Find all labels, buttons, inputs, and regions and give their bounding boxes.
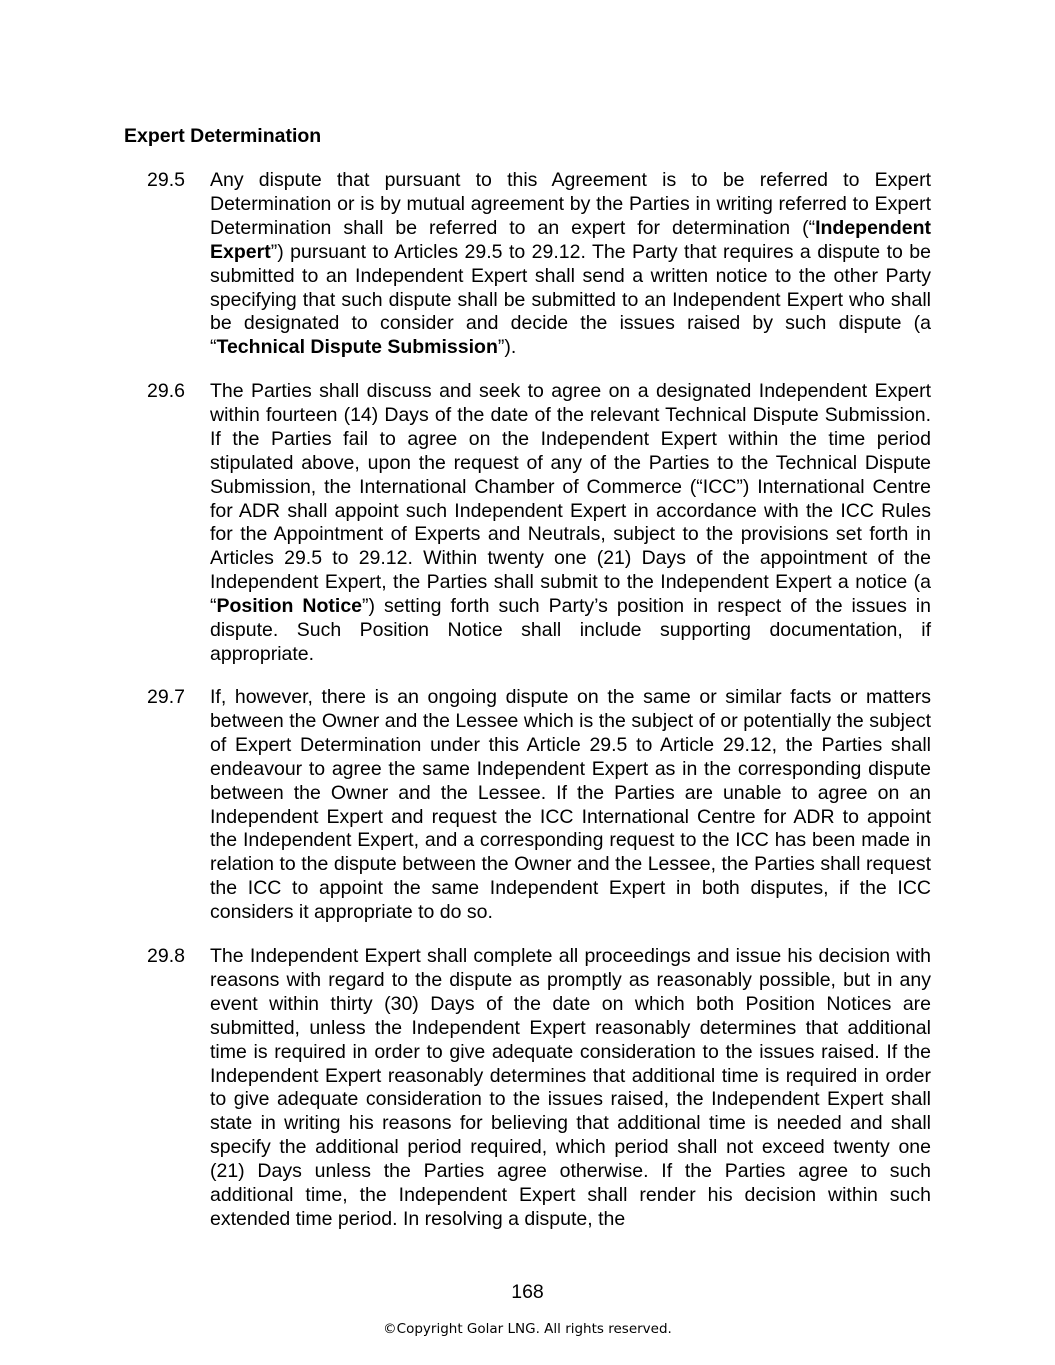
copyright-notice: ©Copyright Golar LNG. All rights reserved.: [383, 1321, 672, 1337]
clause-text: Any dispute that pursuant to this Agreement is to be referred to Expert Determination or is by mutual agreement by the Parties in writing referred to Expert Determination shall be referred to an expert for determination (“Independent Expert”) pursuant to Articles 29.5 to 29.12. The Party that requires a dispute to be submitted to an Independent Expert shall send a written notice to the other Party specifying that such dispute shall be submitted to an Independent Expert who shall be designated to consider and decide the issues raised by such dispute (a “Technical Dispute Submission”).: [210, 169, 931, 359]
defined-term-technical-dispute-submission: Technical Dispute Submission: [216, 336, 498, 359]
clause-text: The Independent Expert shall complete all proceedings and issue his decision with reasons with regard to the dispute as promptly as reasonably possible, but in any event within thirty (30) Days of the date on which both Position Notices are submitted, unless the Independent Expert reasonably determines that additional time is required in order to give adequate consideration to the issues raised. If the Independent Expert reasonably determines that additional time is required in order to give adequate consideration to the issues raised, the Independent Expert shall state in writing his reasons for believing that additional time is needed and shall specify the additional period required, which period shall not exceed twenty one (21) Days unless the Parties agree otherwise. If the Parties agree to such additional time, the Independent Expert shall render his decision within such extended time period. In resolving a dispute, the: [210, 945, 931, 1230]
defined-term-position-notice: Position Notice: [216, 595, 363, 618]
clause-number: 29.7: [147, 686, 185, 708]
clause-text: The Parties shall discuss and seek to agree on a designated Independent Expert within fourteen (14) Days of the date of the relevant Technical Dispute Submission. If the Parties fail to agree on the Independent Expert within the time period stipulated above, upon the request of any of the Parties to the Technical Dispute Submission, the International Chamber of Commerce (“ICC”) International Centre for ADR shall appoint such Independent Expert in accordance with the ICC Rules for the Appointment of Experts and Neutrals, subject to the provisions set forth in Articles 29.5 to 29.12. Within twenty one (21) Days of the appointment of the Independent Expert, the Parties shall submit to the Independent Expert a notice (a “Position Notice”) setting forth such Party’s position in respect of the issues in dispute. Such Position Notice shall include supporting documentation, if appropriate.: [210, 380, 931, 665]
defined-term-independent-expert: Independent Expert: [210, 216, 931, 263]
clause-number: 29.5: [147, 169, 185, 191]
section-heading: Expert Determination: [124, 125, 322, 147]
clause-text: If, however, there is an ongoing dispute on the same or similar facts or matters between the Owner and the Lessee which is the subject of or potentially the subject of Expert Determination under this Article 29.5 to Article 29.12, the Parties shall endeavour to agree the same Independent Expert as in the corresponding dispute between the Owner and the Lessee. If the Parties are unable to agree on an Independent Expert and request the ICC International Centre for ADR to appoint the Independent Expert, and a corresponding request to the ICC has been made in relation to the dispute between the Owner and the Lessee, the Parties shall request the ICC to appoint the same Independent Expert in both disputes, if the ICC considers it appropriate to do so.: [210, 686, 931, 924]
page-number: 168: [511, 1281, 544, 1303]
clause-number: 29.6: [147, 380, 185, 402]
clause-number: 29.8: [147, 945, 185, 967]
